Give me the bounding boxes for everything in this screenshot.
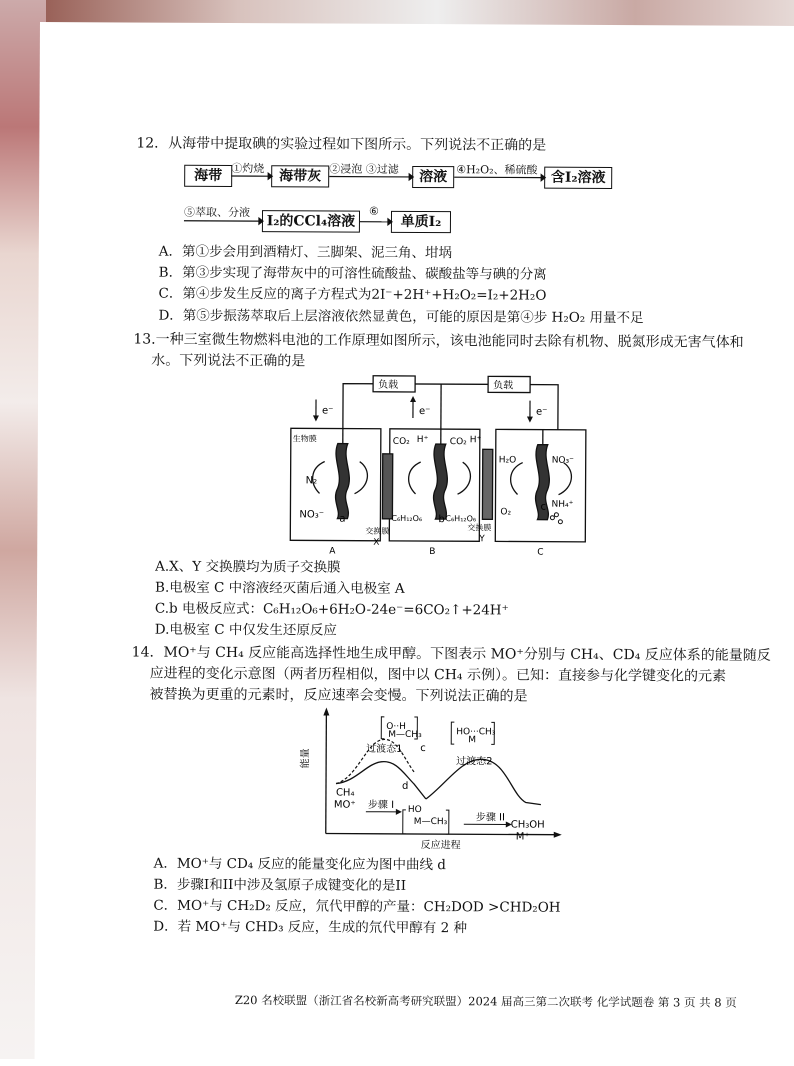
label-glucose-1: C₆H₁₂O₆ bbox=[391, 514, 422, 523]
electron-1: e⁻ bbox=[322, 405, 333, 416]
flow-arrow-label-4: ⑤萃取、分液 bbox=[184, 204, 250, 220]
svg-text:HO···CH₃: HO···CH₃ bbox=[456, 727, 496, 737]
svg-text:O··H: O··H bbox=[386, 722, 406, 732]
svg-text:HO: HO bbox=[408, 805, 422, 815]
label-glucose-2: C₆H₁₂O₆ bbox=[445, 514, 476, 523]
transition-state-1: 过渡态1 bbox=[366, 742, 402, 755]
electrode-c: c bbox=[540, 502, 546, 513]
flow-box-solution: 溶液 bbox=[412, 166, 454, 188]
label-co2-2: CO₂ bbox=[450, 437, 467, 447]
electron-2: e⁻ bbox=[419, 406, 430, 417]
flow-box-seaweed: 海带 bbox=[184, 165, 232, 187]
q13-option-b: B.电极室 C 中溶液经灭菌后通入电极室 A bbox=[155, 579, 405, 599]
svg-text:M—CH₃: M—CH₃ bbox=[388, 730, 422, 740]
q14-stem-line3: 被替换为更重的元素时，反应速率会变慢。下列说法正确的是 bbox=[149, 685, 527, 707]
energy-diagram bbox=[35, 22, 739, 886]
svg-text:M—CH₃: M—CH₃ bbox=[414, 817, 448, 827]
membrane-x-label: 交换膜 bbox=[365, 526, 389, 536]
q12-option-c: C．第④步发生反应的离子方程式为2I⁻+2H⁺+H₂O₂=I₂+2H₂O bbox=[159, 285, 547, 306]
step-2-label: 步骤 II bbox=[476, 810, 505, 823]
svg-text:M: M bbox=[468, 735, 476, 745]
flow-arrow-label-1: ①灼烧 bbox=[231, 160, 264, 176]
q12-option-d: D．第⑤步振荡萃取后上层溶液依然显黄色，可能的原因是第④步 H₂O₂ 用量不足 bbox=[158, 307, 643, 329]
q13-option-d: D.电极室 C 中仅发生还原反应 bbox=[155, 621, 337, 641]
exam-page bbox=[35, 22, 794, 1066]
chamber-c: C bbox=[537, 548, 543, 558]
membrane-x: X bbox=[373, 538, 379, 548]
q12-option-b: B．第③步实现了海带灰中的可溶性硫酸盐、碳酸盐等与碘的分离 bbox=[159, 264, 547, 285]
start-ch4: CH₄ bbox=[336, 788, 355, 799]
q13-option-c: C.b 电极反应式：C₆H₁₂O₆+6H₂O-24e⁻=6CO₂↑+24H⁺ bbox=[155, 600, 509, 621]
q14-stem-line2: 应进程的变化示意图（两者历程相似，图中以 CH₄ 示例）。已知：直接参与化学键变化的元素 bbox=[150, 664, 727, 687]
end-m: M⁺ bbox=[516, 832, 530, 843]
flow-box-ash: 海带灰 bbox=[271, 165, 329, 187]
membrane-y: Y bbox=[478, 534, 485, 544]
label-n2: N₂ bbox=[306, 475, 318, 486]
q13-stem-line1: 13.一种三室微生物燃料电池的工作原理如图所示，该电池能同时去除有机物、脱氮形成无害气体和 bbox=[133, 329, 743, 352]
q14-option-b: B．步骤I和II中涉及氢原子成键变化的是II bbox=[153, 876, 406, 896]
transition-state-2: 过渡态2 bbox=[456, 754, 492, 767]
flow-box-iodine-solution: 含I₂溶液 bbox=[544, 167, 612, 189]
flow-arrow-label-3: ④H₂O₂、稀硫酸 bbox=[456, 161, 537, 177]
electrode-a: a bbox=[339, 514, 345, 525]
biofilm-label: 生物膜 bbox=[293, 433, 317, 443]
label-o2: O₂ bbox=[500, 507, 511, 517]
q12-option-a: A．第①步会用到酒精灯、三脚架、泥三角、坩埚 bbox=[159, 243, 452, 264]
start-mo: MO⁺ bbox=[334, 800, 356, 811]
label-h-2: H⁺ bbox=[470, 435, 482, 445]
label-no3-a: NO₃⁻ bbox=[299, 509, 324, 520]
label-h-1: H⁺ bbox=[417, 435, 429, 445]
end-ch3oh: CH₃OH bbox=[511, 819, 545, 830]
flow-arrow-label-5: ⑥ bbox=[369, 205, 379, 218]
q12-stem: 12．从海带中提取碘的实验过程如下图所示。下列说法不正确的是 bbox=[136, 134, 546, 156]
flow-arrow-label-2: ②浸泡 ③过滤 bbox=[329, 161, 399, 177]
label-co2-1: CO₂ bbox=[393, 437, 410, 447]
electrode-b: b bbox=[438, 514, 444, 525]
energy-ylabel: 能量 bbox=[298, 748, 311, 768]
curve-c-label: c bbox=[420, 743, 426, 754]
label-h2o: H₂O bbox=[499, 455, 517, 465]
curve-d-label: d bbox=[402, 781, 408, 792]
membrane-y-label: 交换膜 bbox=[467, 522, 491, 532]
chamber-b: B bbox=[429, 547, 435, 557]
q14-option-c: C．MO⁺与 CH₂D₂ 反应，氘代甲醇的产量：CH₂DOD >CHD₂OH bbox=[153, 897, 560, 918]
q14-option-a: A．MO⁺与 CD₄ 反应的能量变化应为图中曲线 d bbox=[154, 855, 446, 876]
flow-box-iodine: 单质I₂ bbox=[391, 211, 451, 233]
q13-option-a: A.X、Y 交换膜均为质子交换膜 bbox=[155, 558, 340, 578]
load-1: 负载 bbox=[378, 378, 398, 391]
q13-stem-line2: 水。下列说法不正确的是 bbox=[151, 351, 305, 372]
electron-3: e⁻ bbox=[536, 407, 547, 418]
chamber-a: A bbox=[329, 547, 336, 557]
label-no3-c: NO₃⁻ bbox=[552, 456, 574, 466]
flow-box-ccl4: I₂的CCl₄溶液 bbox=[262, 210, 360, 233]
label-nh4: NH₄⁺ bbox=[551, 500, 573, 510]
step-1-label: 步骤 I bbox=[368, 798, 394, 811]
q14-option-d: D．若 MO⁺与 CHD₃ 反应，生成的氘代甲醇有 2 种 bbox=[153, 918, 467, 939]
q14-stem-line1: 14．MO⁺与 CH₄ 反应能高选择性地生成甲醇。下图表示 MO⁺分别与 CH₄、CD₄ 反应体系的能量随反 bbox=[132, 642, 771, 665]
energy-xlabel: 反应进程 bbox=[421, 838, 461, 851]
page-footer: Z20 名校联盟（浙江省名校新高考研究联盟）2024 届高三第二次联考 化学试题卷 第 3 页 共 8 页 bbox=[235, 992, 737, 1011]
load-2: 负载 bbox=[493, 378, 513, 391]
